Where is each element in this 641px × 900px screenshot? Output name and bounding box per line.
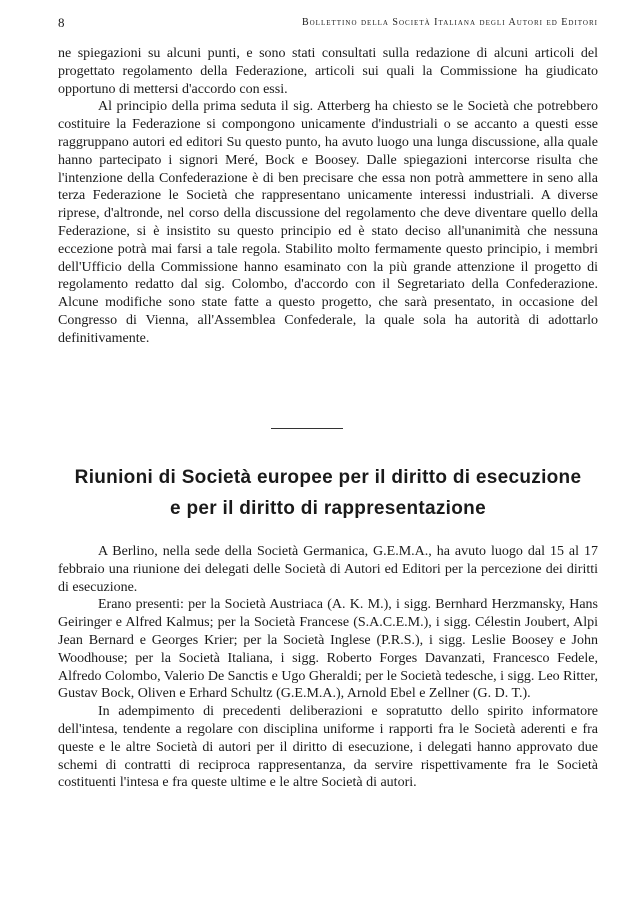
body-paragraph: ne spiegazioni su alcuni punti, e sono stati consultati sulla redazione di alcuni articoli del progettato regolamento della Federazione, articoli sui quali la Commissione ha giudicato opportuno di mettersi d'accordo con essi. — [58, 46, 598, 97]
article-text-block — [58, 543, 598, 792]
body-paragraph: In adempimento di precedenti deliberazioni e sopratutto dello spirito informatore dell'intesa, tendente a regolare con disciplina uniforme i rapporti fra le Società aderenti e fra queste e le altre Società di autori per il diritto di esecuzione, i delegati hanno approvato due schemi di contratti di reciproca rappresentanza, da servire rispettivamente fra le Società costituenti l'intesa e fra queste ultime e le altre Società di autori. — [58, 704, 598, 791]
section-divider — [271, 428, 343, 429]
article-heading — [58, 462, 598, 524]
running-header — [58, 14, 598, 32]
journal-title: Bollettino della Società Italiana degli Autori ed Editori — [301, 17, 598, 28]
continued-text-block — [58, 45, 598, 348]
article-heading-line-1: Riunioni di Società europee per il diritto di esecuzione — [74, 467, 582, 488]
article-heading-line-2: e per il diritto di rappresentazione — [170, 498, 486, 519]
body-paragraph: Al principio della prima seduta il sig. Atterberg ha chiesto se le Società che potrebbero costituire la Federazione si compongono unicamente d'industriali o se accanto a questi esse raggruppano autori ed editori Su questo punto, ha avuto luogo una lunga discussione, alla quale hanno partecipato i signori Meré, Bock e Boosey. Dalle spiegazioni intercorse risulta che l'intenzione della Confederazione è di ben precisare che essa non potrà ammettere in seno alla terza Federazione le Società che rappresentano unicamente interessi industriali. A diverse riprese, d'altronde, nel corso della discussione del regolamento che deve diventare quello della Federazione, si è insistito su questo principio ed è stato deciso all'unanimità che nessuna eccezione potrà mai farsi a tale regola. Stabilito molto fermamente questo principio, i membri dell'Ufficio della Commissione hanno esaminato con la più grande attenzione il progetto di regolamento redatto dal sig. Colombo, d'accordo con il Segretariato della Confederazione. Alcune modifiche sono state fatte a questo progetto, che sarà presentato, in occasione del Congresso di Vienna, all'Assemblea Confederale, la quale sola ha autorità di adottarlo definitivamente. — [58, 99, 598, 346]
body-paragraph: A Berlino, nella sede della Società Germanica, G.E.M.A., ha avuto luogo dal 15 al 17 febbraio una riunione dei delegati delle Società di Autori ed Editori per la percezione dei diritti di esecuzione. — [58, 544, 598, 595]
page-number: 8 — [58, 15, 65, 30]
body-paragraph: Erano presenti: per la Società Austriaca (A. K. M.), i sigg. Bernhard Herzmansky, Hans Geiringer e Alfred Kalmus; per la Società Francese (S.A.C.E.M.), i sigg. Célestin Joubert, Alpi Jean Bernard e Georges Krier; per la Società Inglese (P.R.S.), i sigg. Leslie Boosey e John Woodhouse; per la Società Italiana, i sigg. Roberto Forges Davanzati, Francesco Fedele, Alfredo Colombo, Valerio De Sanctis e Ugo Gheraldi; per le Società tedesche, i sigg. Leo Ritter, Gustav Bock, Oliven e Erhard Schultz (G.E.M.A.), Arnold Ebel e Zellner (G. D. T.). — [58, 597, 598, 702]
